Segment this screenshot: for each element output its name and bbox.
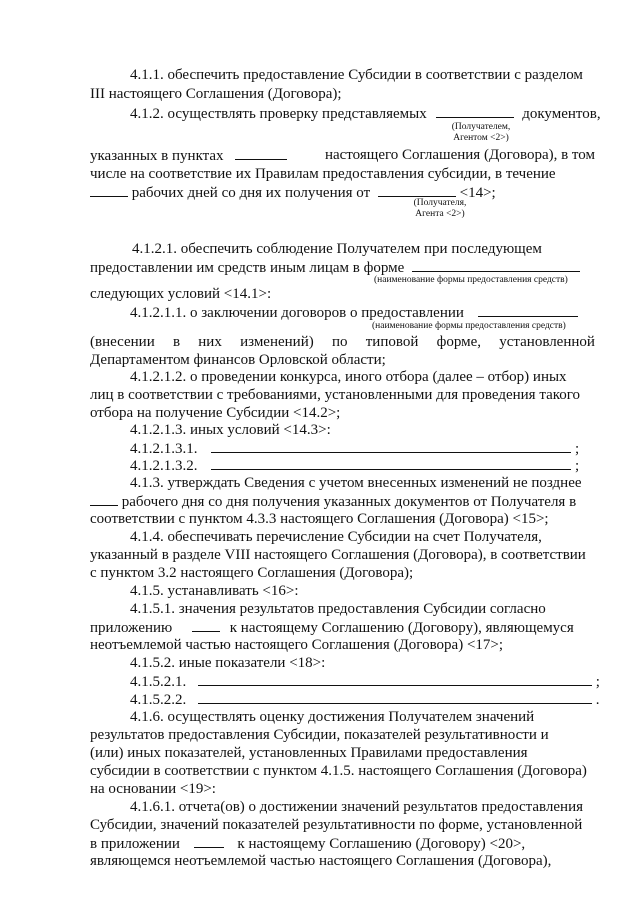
paragraph-4-1-6-line-5: на основании <19>: <box>90 781 216 797</box>
blank-field <box>378 183 456 197</box>
caption-form-of-funds-2: (наименование формы предоставления средств) <box>372 321 566 331</box>
blank-field <box>211 456 571 470</box>
paragraph-4-1-5-1-line-3: неотъемлемой частью настоящего Соглашения (Договора) <17>; <box>90 637 504 653</box>
paragraph-4-1-6-1-line-4: являющемся неотъемлемой частью настоящего Соглашения (Договора), <box>90 853 552 869</box>
paragraph-4-1-2-text-end: документов, <box>522 106 601 122</box>
caption-recipient-agent-2: (Получателя, Агента <2>) <box>413 198 467 219</box>
caption-form-of-funds: (наименование формы предоставления средств) <box>374 275 568 285</box>
blank-field <box>412 258 580 272</box>
paragraph-4-1-2-1-2-line-1: 4.1.2.1.2. о проведении конкурса, иного отбора (далее – отбор) иных <box>130 369 567 385</box>
blank-field <box>90 183 128 197</box>
blank-field <box>90 492 118 506</box>
paragraph-4-1-2-1-2-line-3: отбора на получение Субсидии <14.2>; <box>90 405 341 421</box>
paragraph-4-1-1-line-1: 4.1.1. обеспечить предоставление Субсидии в соответствии с разделом <box>130 67 583 83</box>
blank-field <box>211 439 571 453</box>
caption-recipient-agent: (Получателем, Агентом <2>) <box>451 122 511 143</box>
paragraph-4-1-2-1-line-1: 4.1.2.1. обеспечить соблюдение Получателем при последующем <box>132 241 542 257</box>
paragraph-4-1-2-1-3-1: 4.1.2.1.3.1. ; <box>130 441 580 457</box>
blank-field <box>194 834 224 848</box>
paragraph-4-1-3-line-1: 4.1.3. утверждать Сведения с учетом внесенных изменений не позднее <box>130 475 582 491</box>
paragraph-4-1-2-1-3-2: 4.1.2.1.3.2. ; <box>130 458 580 474</box>
paragraph-4-1-5-2: 4.1.5.2. иные показатели <18>: <box>130 655 326 671</box>
paragraph-4-1-5-2-1: 4.1.5.2.1. ; <box>130 674 600 690</box>
paragraph-4-1-3-line-3: соответствии с пунктом 4.3.3 настоящего Соглашения (Договора) <15>; <box>90 511 549 527</box>
blank-field <box>235 146 287 160</box>
paragraph-4-1-2-1-1-line-1: 4.1.2.1.1. о заключении договоров о предоставлении <box>130 303 578 322</box>
paragraph-4-1-2-line-3: числе на соответствие их Правилам предоставления субсидии, в течение <box>90 166 556 182</box>
paragraph-4-1-4-line-3: с пунктом 3.2 настоящего Соглашения (Договора); <box>90 565 414 581</box>
paragraph-4-1-5-2-2: 4.1.5.2.2. . <box>130 692 600 708</box>
paragraph-4-1-6-1-line-2: Субсидии, значений показателей результативности по форме, установленной <box>90 817 583 833</box>
paragraph-4-1-4-line-2: указанный в разделе VIII настоящего Соглашения (Договора), в соответствии <box>90 547 586 563</box>
paragraph-4-1-6-line-3: (или) иных показателей, установленных Правилами предоставления <box>90 745 528 761</box>
blank-field <box>436 104 514 118</box>
paragraph-4-1-4-line-1: 4.1.4. обеспечивать перечисление Субсидии на счет Получателя, <box>130 529 542 545</box>
paragraph-4-1-2-1-1-line-2: (внесении в них изменений) по типовой форме, установленной <box>90 334 595 350</box>
paragraph-4-1-2-line-2: указанных в пунктах настоящего Соглашения (Договора), в том <box>90 147 595 164</box>
blank-field <box>478 303 578 317</box>
paragraph-4-1-6-line-4: субсидии в соответствии с пунктом 4.1.5. настоящего Соглашения (Договора) <box>90 763 587 779</box>
paragraph-4-1-6-1-line-3: в приложении к настоящему Соглашению (Договору) <20>, <box>90 836 526 852</box>
paragraph-4-1-5-1-line-2: приложению к настоящему Соглашению (Договору), являющемуся <box>90 620 574 636</box>
paragraph-4-1-2-line-4: рабочих дней со дня их получения от <14>; <box>90 183 496 202</box>
paragraph-4-1-3-line-2: рабочего дня со дня получения указанных документов от Получателя в <box>90 492 576 511</box>
paragraph-4-1-2-1-2-line-2: лиц в соответствии с требованиями, установленными для проведения такого <box>90 387 581 403</box>
paragraph-4-1-2-1-line-2: предоставлении им средств иным лицам в форме <box>90 258 580 277</box>
blank-field <box>192 618 220 632</box>
paragraph-4-1-6-1-line-1: 4.1.6.1. отчета(ов) о достижении значений результатов предоставления <box>130 799 583 815</box>
paragraph-4-1-2-line-1 <box>130 104 601 123</box>
paragraph-4-1-5-1-line-1: 4.1.5.1. значения результатов предоставления Субсидии согласно <box>130 601 546 617</box>
paragraph-4-1-1-line-2: III настоящего Соглашения (Договора); <box>90 86 342 102</box>
paragraph-4-1-5: 4.1.5. устанавливать <16>: <box>130 583 299 599</box>
blank-field <box>198 690 592 704</box>
paragraph-4-1-6-line-2: результатов предоставления Субсидии, показателей результативности и <box>90 727 549 743</box>
paragraph-4-1-2-1-line-3: следующих условий <14.1>: <box>90 286 272 302</box>
paragraph-4-1-2-1-1-line-3: Департаментом финансов Орловской области; <box>90 352 386 368</box>
paragraph-4-1-6-line-1: 4.1.6. осуществлять оценку достижения Получателем значений <box>130 709 535 725</box>
blank-field <box>198 672 592 686</box>
paragraph-4-1-2-1-3: 4.1.2.1.3. иных условий <14.3>: <box>130 422 331 438</box>
paragraph-4-1-2-text: 4.1.2. осуществлять проверку представляемых <box>130 106 427 122</box>
